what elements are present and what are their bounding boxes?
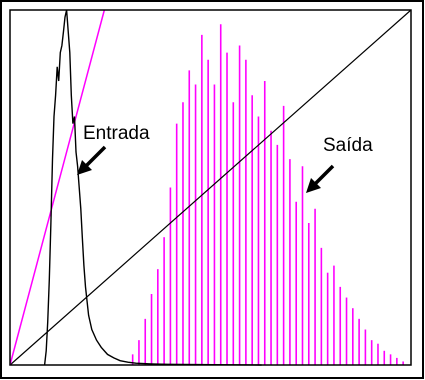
entrada-label: Entrada bbox=[83, 123, 150, 144]
saida-label: Saída bbox=[323, 135, 373, 156]
